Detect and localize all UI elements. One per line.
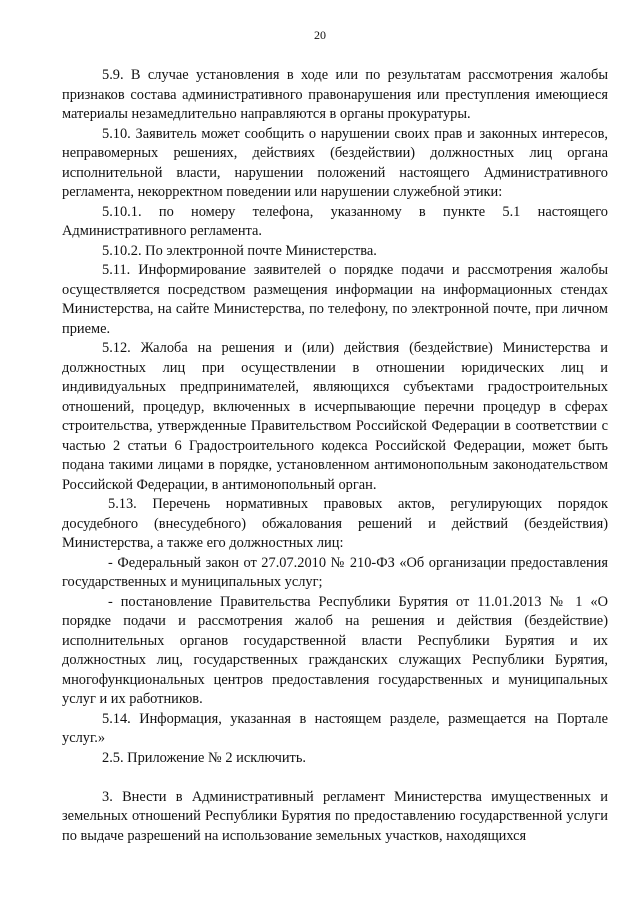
- paragraph-2-5: 2.5. Приложение № 2 исключить.: [102, 749, 306, 766]
- paragraph-5-10: 5.10. Заявитель может сообщить о нарушении своих прав и законных интересов, неправомерных решениях, действиях (бездействии) должностных лиц органа исполнительной власти, нарушении положений настоящего Административного регламента, некорректном поведении или нарушении служебной этики:: [62, 125, 608, 200]
- paragraph-5-14: 5.14. Информация, указанная в настоящем разделе, размещается на Портале услуг.»: [62, 710, 608, 746]
- paragraph-5-13: 5.13. Перечень нормативных правовых актов, регулирующих порядок досудебного (внесудебного) обжалования решений и действий (бездействия) Министерства, а также его должностных лиц:: [62, 496, 608, 551]
- paragraph-5-10-1: 5.10.1. по номеру телефона, указанному в пункте 5.1 настоящего Административного регламента.: [62, 203, 608, 239]
- list-item-federal-law: - Федеральный закон от 27.07.2010 № 210-ФЗ «Об организации предоставления государственных и муниципальных услуг;: [62, 554, 608, 590]
- page-number: 20: [314, 28, 326, 42]
- paragraph-5-11: 5.11. Информирование заявителей о порядке подачи и рассмотрения жалобы осуществляется посредством размещения информации на информационных стендах Министерства, на сайте Министерства, по телефону, по электронной почте, при личном приеме.: [62, 262, 608, 337]
- paragraph-3: 3. Внести в Административный регламент Министерства имущественных и земельных отношений Республики Бурятия по предоставлению государственной услуги по выдаче разрешений на использование земельных участков, находящихся: [62, 788, 608, 844]
- list-item-government-decree: - постановление Правительства Республики Бурятия от 11.01.2013 № 1 «О порядке подачи и рассмотрения жалоб на решения и действия (бездействие) исполнительных органов государственной власти Республики Бурятия и их должностных лиц, государственных гражданских служащих Республики Бурятия, многофункциональных центров предоставления государственных и муниципальных услуг и их работников.: [62, 593, 608, 707]
- document-body: [62, 66, 608, 846]
- paragraph-5-10-2: 5.10.2. По электронной почте Министерства.: [102, 242, 377, 259]
- paragraph-5-12: 5.12. Жалоба на решения и (или) действия (бездействие) Министерства и должностных лиц при осуществлении в отношении юридических лиц и индивидуальных предпринимателей, являющихся субъектами градостроительных отношений, процедур, включенных в исчерпывающие перечни процедур в сферах строительства, утвержденные Правительством Российской Федерации в соответствии с частью 2 статьи 6 Градостроительного кодекса Российской Федерации, может быть подана такими лицами в порядке, установленном антимонопольным законодательством Российской Федерации, в антимонопольный орган.: [62, 340, 608, 493]
- paragraph-5-9: 5.9. В случае установления в ходе или по результатам рассмотрения жалобы признаков состава административного правонарушения или преступления имеющиеся материалы незамедлительно направляются в органы прокуратуры.: [62, 67, 608, 122]
